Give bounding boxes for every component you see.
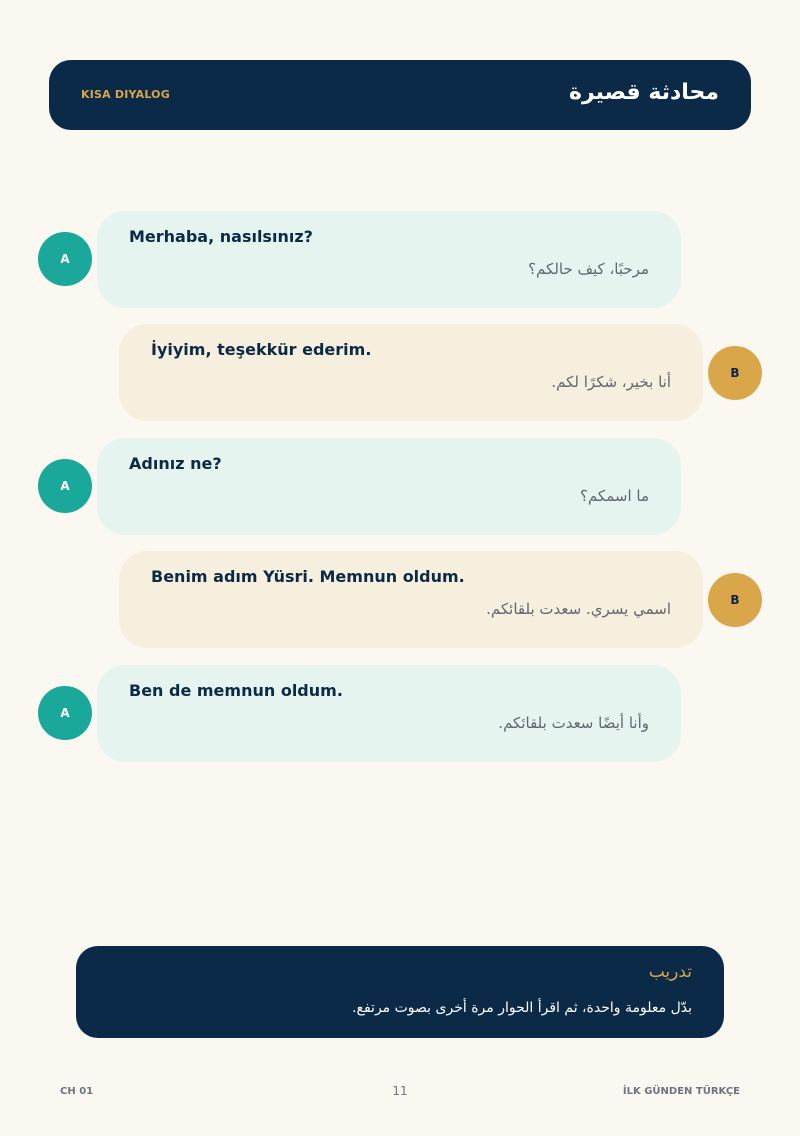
arabic-translation: ما اسمكم؟ bbox=[579, 487, 649, 505]
dialogue-bubble-b bbox=[119, 551, 703, 648]
footer-chapter: CH 01 bbox=[60, 1086, 94, 1097]
turkish-line: Benim adım Yüsri. Memnun oldum. bbox=[151, 567, 465, 586]
speaker-a-avatar: A bbox=[38, 459, 92, 513]
speaker-a-avatar: A bbox=[38, 686, 92, 740]
turkish-line: Merhaba, nasılsınız? bbox=[129, 227, 313, 246]
arabic-translation: أنا بخير، شكرًا لكم. bbox=[551, 373, 671, 391]
dialogue-bubble-a bbox=[97, 211, 681, 308]
arabic-translation: مرحبًا، كيف حالكم؟ bbox=[528, 260, 649, 278]
section-header bbox=[49, 60, 751, 130]
turkish-line: Ben de memnun oldum. bbox=[129, 681, 343, 700]
practice-title: تدريب bbox=[648, 962, 692, 982]
speaker-b-avatar: B bbox=[708, 346, 762, 400]
page-number: 11 bbox=[392, 1084, 408, 1098]
speaker-b-avatar: B bbox=[708, 573, 762, 627]
dialogue-bubble-a bbox=[97, 438, 681, 535]
turkish-line: Adınız ne? bbox=[129, 454, 222, 473]
footer-book-title: İLK GÜNDEN TÜRKÇE bbox=[622, 1086, 740, 1097]
arabic-translation: وأنا أيضًا سعدت بلقائكم. bbox=[498, 714, 649, 732]
practice-box bbox=[76, 946, 724, 1038]
section-tag: KISA DIYALOG bbox=[81, 88, 170, 101]
dialogue-bubble-b bbox=[119, 324, 703, 421]
section-title: محادثة قصيرة bbox=[568, 80, 719, 105]
turkish-line: İyiyim, teşekkür ederim. bbox=[151, 340, 372, 359]
practice-instruction: بدّل معلومة واحدة، ثم اقرأ الحوار مرة أخرى بصوت مرتفع. bbox=[352, 1000, 692, 1016]
speaker-a-avatar: A bbox=[38, 232, 92, 286]
arabic-translation: اسمي يسري. سعدت بلقائكم. bbox=[486, 600, 671, 618]
dialogue-bubble-a bbox=[97, 665, 681, 762]
